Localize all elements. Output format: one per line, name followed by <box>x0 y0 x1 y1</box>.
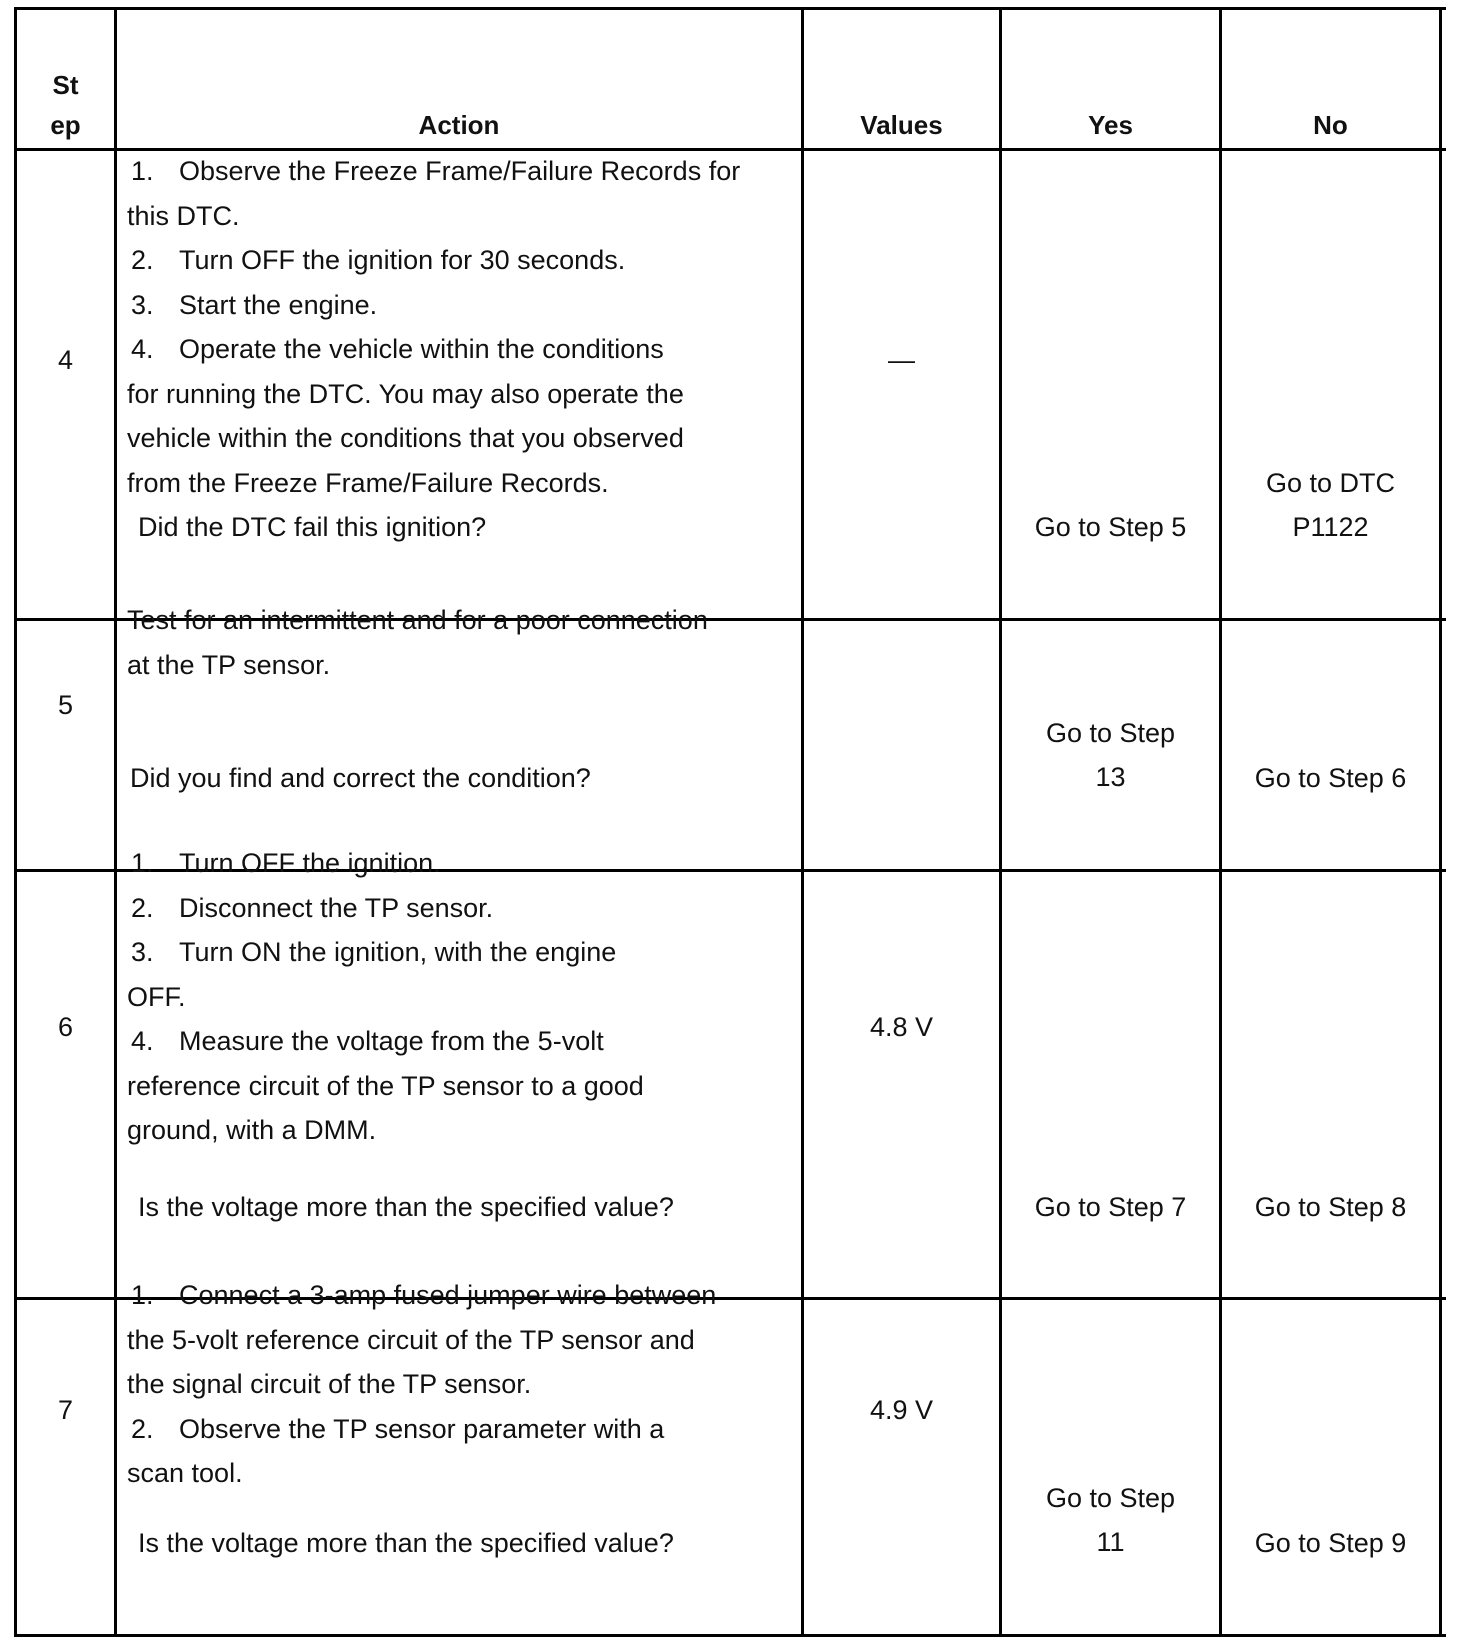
step-item-text: Turn OFF the ignition for 30 seconds. <box>179 245 626 275</box>
action-line <box>127 1019 604 1064</box>
yes-action: Go to Step <box>1045 717 1176 748</box>
step-item-number: 3. <box>131 289 154 320</box>
action-line: scan tool. <box>127 1458 243 1488</box>
action-line <box>127 841 441 886</box>
action-question: Did the DTC fail this ignition? <box>138 511 487 542</box>
grid-line <box>1439 7 1442 1637</box>
action-question: Is the voltage more than the specified value? <box>138 1191 674 1222</box>
no-action: Go to Step 6 <box>1254 762 1407 793</box>
no-action: Go to Step 8 <box>1254 1191 1407 1222</box>
step-item-number: 2. <box>131 245 154 275</box>
step-item-text: Turn OFF the ignition. <box>179 848 441 878</box>
step-item-text: Turn ON the ignition, with the engine <box>179 937 617 967</box>
step-number: 4 <box>57 344 74 375</box>
action-line: at the TP sensor. <box>127 649 331 680</box>
step-item-number: 1. <box>131 848 154 878</box>
header-step: St ep <box>50 70 81 140</box>
yes-action: Go to Step 7 <box>1034 1191 1187 1222</box>
step-item-text: Operate the vehicle within the conditions <box>179 334 664 364</box>
step-item-number: 1. <box>131 156 154 186</box>
action-line: vehicle within the conditions that you observed <box>127 423 684 453</box>
step-item-number: 2. <box>131 892 154 923</box>
yes-action: 13 <box>1095 762 1126 793</box>
yes-action: Go to Step 5 <box>1034 511 1187 542</box>
action-line: the 5-volt reference circuit of the TP sensor and <box>127 1324 695 1355</box>
action-line <box>127 930 616 975</box>
diagnostic-table <box>14 7 1446 1637</box>
step-item-number: 4. <box>131 1026 154 1056</box>
no-action: P1122 <box>1292 512 1369 543</box>
action-line: OFF. <box>127 981 186 1012</box>
action-line <box>127 1407 664 1452</box>
action-question: Did you find and correct the condition? <box>130 762 591 793</box>
step-number: 5 <box>57 689 74 720</box>
header-values: Values <box>860 110 943 140</box>
grid-line <box>999 7 1002 1637</box>
action-line <box>127 283 377 328</box>
grid-line <box>14 7 1446 10</box>
action-line <box>127 1273 716 1318</box>
grid-line <box>14 1634 1446 1637</box>
action-line <box>127 327 664 372</box>
yes-action: 11 <box>1096 1527 1125 1558</box>
header-no: No <box>1313 110 1348 140</box>
step-item-text: Start the engine. <box>179 289 378 320</box>
action-line <box>127 149 740 194</box>
header-action: Action <box>418 110 500 140</box>
step-item-number: 3. <box>131 937 154 967</box>
action-line: for running the DTC. You may also operate the <box>127 378 684 409</box>
action-line: Test for an intermittent and for a poor connection <box>127 605 708 635</box>
grid-line <box>1219 7 1222 1637</box>
action-line: reference circuit of the TP sensor to a good <box>127 1070 644 1101</box>
spec-value: — <box>888 344 915 375</box>
step-item-text: Measure the voltage from the 5-volt <box>179 1026 604 1056</box>
step-item-number: 4. <box>131 334 154 364</box>
action-line: ground, with a DMM. <box>127 1115 377 1145</box>
action-line: from the Freeze Frame/Failure Records. <box>127 467 609 498</box>
step-item-text: Connect a 3-amp fused jumper wire between <box>179 1280 717 1310</box>
step-number: 7 <box>57 1394 74 1425</box>
step-item-number: 1. <box>131 1280 154 1310</box>
step-number: 6 <box>57 1011 74 1042</box>
step-item-number: 2. <box>131 1413 154 1444</box>
no-action: Go to Step 9 <box>1254 1527 1407 1558</box>
header-yes: Yes <box>1088 110 1133 140</box>
action-question: Is the voltage more than the specified value? <box>138 1527 674 1558</box>
action-line: this DTC. <box>127 200 240 231</box>
spec-value: 4.8 V <box>869 1011 934 1042</box>
grid-line <box>114 7 117 1637</box>
action-line <box>127 238 625 283</box>
step-item-text: Disconnect the TP sensor. <box>179 892 494 923</box>
step-item-text: Observe the TP sensor parameter with a <box>179 1413 665 1444</box>
action-line: the signal circuit of the TP sensor. <box>127 1369 532 1399</box>
step-item-text: Observe the Freeze Frame/Failure Records for <box>179 156 741 186</box>
yes-action: Go to Step <box>1045 1482 1176 1513</box>
spec-value: 4.9 V <box>869 1394 934 1425</box>
no-action: Go to DTC <box>1265 467 1396 498</box>
action-line <box>127 886 493 931</box>
